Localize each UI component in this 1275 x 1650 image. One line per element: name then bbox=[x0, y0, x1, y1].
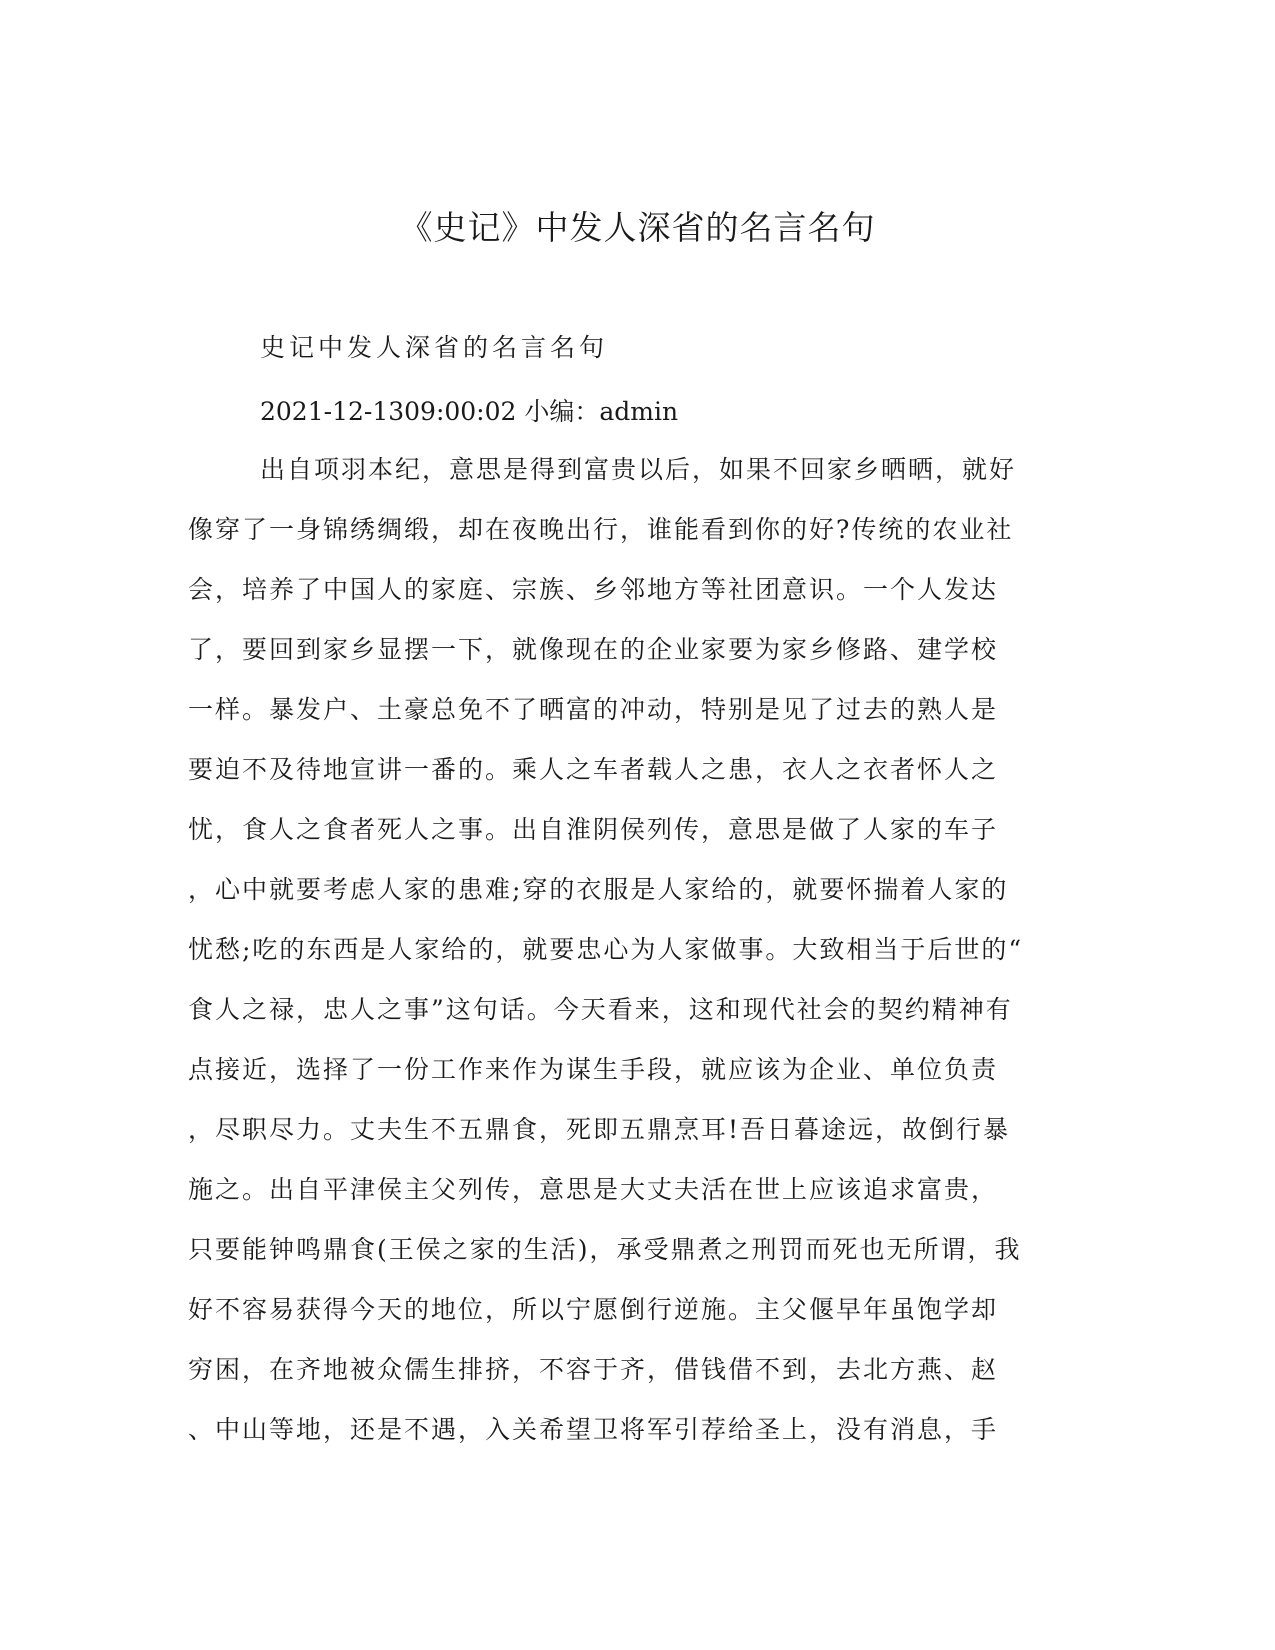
body-line: 点接近，选择了一份工作来作为谋生手段，就应该为企业、单位负责 bbox=[188, 1055, 999, 1084]
body-line: 、中山等地，还是不遇，入关希望卫将军引荐给圣上，没有消息，手 bbox=[188, 1415, 999, 1444]
body-line: ，心中就要考虑人家的患难;穿的衣服是人家给的，就要怀揣着人家的 bbox=[188, 875, 1009, 904]
body-line: 忧愁;吃的东西是人家给的，就要忠心为人家做事。大致相当于后世的“ bbox=[188, 935, 1024, 964]
body-line: 一样。暴发户、土豪总免不了晒富的冲动，特别是见了过去的熟人是 bbox=[188, 695, 999, 724]
body-line: 要迫不及待地宣讲一番的。乘人之车者载人之患，衣人之衣者怀人之 bbox=[188, 755, 999, 784]
body-line: 好不容易获得今天的地位，所以宁愿倒行逆施。主父偃早年虽饱学却 bbox=[188, 1295, 999, 1324]
body-line: ，尽职尽力。丈夫生不五鼎食，死即五鼎烹耳!吾日暮途远，故倒行暴 bbox=[188, 1115, 1011, 1144]
body-line: 出自项羽本纪，意思是得到富贵以后，如果不回家乡晒晒，就好 bbox=[260, 455, 1017, 484]
document-meta: 2021-12-1309:00:02 小编：admin bbox=[260, 397, 679, 426]
document-body bbox=[188, 452, 1088, 1472]
body-line: 会，培养了中国人的家庭、宗族、乡邻地方等社团意识。一个人发达 bbox=[188, 575, 999, 604]
body-line: 只要能钟鸣鼎食(王侯之家的生活)，承受鼎煮之刑罚而死也无所谓，我 bbox=[188, 1235, 1022, 1264]
body-line: 施之。出自平津侯主父列传，意思是大丈夫活在世上应该追求富贵， bbox=[188, 1175, 999, 1204]
body-line: 忧，食人之食者死人之事。出自淮阴侯列传，意思是做了人家的车子 bbox=[188, 815, 999, 844]
document-subtitle: 史记中发人深省的名言名句 bbox=[260, 333, 609, 362]
body-line: 穷困，在齐地被众儒生排挤，不容于齐，借钱借不到，去北方燕、赵 bbox=[188, 1355, 999, 1384]
body-line: 了，要回到家乡显摆一下，就像现在的企业家要为家乡修路、建学校 bbox=[188, 635, 999, 664]
document-title: 《史记》中发人深省的名言名句 bbox=[399, 208, 876, 247]
body-line: 食人之禄，忠人之事”这句话。今天看来，这和现代社会的契约精神有 bbox=[188, 995, 1013, 1024]
body-line: 像穿了一身锦绣绸缎，却在夜晚出行，谁能看到你的好?传统的农业社 bbox=[188, 515, 1014, 544]
